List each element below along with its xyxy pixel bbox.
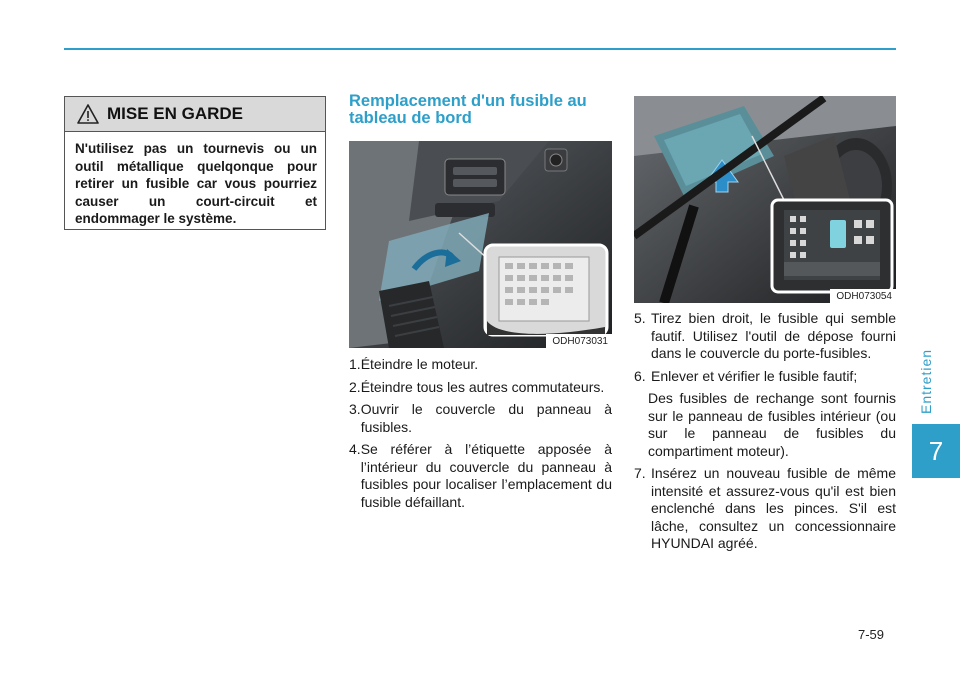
warning-icon — [77, 104, 99, 124]
interior-fuse-panel-image — [349, 141, 612, 348]
list-item: Des fusibles de rechange sont fournis sur le panneau de fusibles intérieur (ou sur le panneau de fusibles du compartiment moteur). — [648, 390, 896, 459]
list-item: 1. Éteindre le moteur. — [349, 356, 479, 372]
list-item: 7. Insérez un nouveau fusible de même intensité et assurez-vous qu'il est bien enclenché dans les pinces. S'il est lâche, consultez un concessionnaire HYUNDAI agréé. — [634, 465, 896, 551]
list-item: 5. Tirez bien droit, le fusible qui semble fautif. Utilisez l'outil de dépose fourni dans le couvercle du porte-fusibles. — [634, 310, 896, 361]
engine-bay-illustration — [634, 96, 896, 303]
list-item: 2. Éteindre tous les autres commutateurs. — [349, 378, 605, 395]
page-number: 7-59 — [858, 627, 885, 642]
list-item: 6. Enlever et vérifier le fusible fautif; — [634, 367, 858, 384]
caution-text: N'utilisez pas un tournevis ou un outil métallique quelqonque pour retirer un fusible car vous pourriez causer un court-circuit et endommager le système. — [75, 141, 317, 226]
steps-list-left — [349, 356, 612, 516]
list-item: 3. Ouvrir le couvercle du panneau à fusibles. — [349, 401, 612, 435]
caution-header — [65, 97, 325, 132]
caution-title: MISE EN GARDE — [107, 104, 244, 123]
image-caption: ODH073054 — [830, 289, 896, 303]
chapter-name: Entretien — [918, 348, 934, 414]
image-caption: ODH073031 — [546, 334, 612, 348]
list-item: 4. Se référer à l’étiquette apposée à l’intérieur du couvercle du panneau à fusibles pour localiser l’emplacement du fusible défaillant. — [349, 441, 612, 510]
dashboard-illustration — [349, 141, 612, 348]
section-title: Remplacement d'un fusible au tableau de bord — [349, 92, 587, 127]
steps-list-right — [634, 310, 896, 558]
chapter-number-tab: 7 — [912, 424, 960, 478]
engine-fuse-box-image — [634, 96, 896, 303]
header-rule — [64, 48, 896, 50]
caution-box — [64, 96, 326, 230]
